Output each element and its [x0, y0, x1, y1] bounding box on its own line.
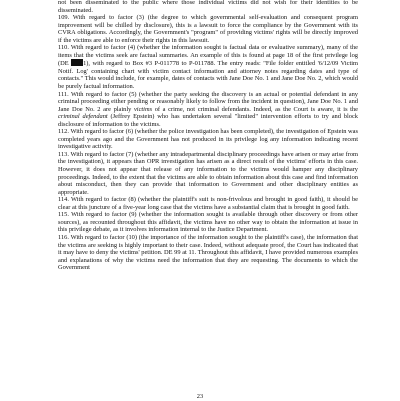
paragraph-text: 113. With regard to factor (7) (whether any intradepartmental disciplinary proceedings have arisen or may arise from the investigation), it appears than OPR investigation has arisen as a direct result of the victims' efforts in this case. However, it does not appear that release of any information to the victims would hamper any disciplinary proceedings. Indeed, to the extent that the victims are able to obtain information about this case and find information about misconduct, then they can provide that information to Government and other disciplinary entities as appropriate. [58, 150, 358, 196]
italic-text: criminal defendant [58, 113, 108, 121]
paragraph-p110 [58, 44, 358, 90]
paragraph-text: 114. With regard to factor (8) (whether the plaintiff's suit is non-frivolous and brought in good faith), it should be clear at this juncture of a five-year long case that the victims have a substantial claim that is brought in good faith. [58, 196, 358, 211]
paragraph-text: 109. With regard to factor (3) (the degree to which governmental self-evaluation and consequent program improvement will be chilled by disclosure), this is a lawsuit to force the compliance by the Government with its CVRA obligations. Accordingly, the Government's "program" of providing victims' rights will be directly improved if the victims are able to enforce their rights in this lawsuit. [58, 14, 358, 44]
paragraph-p113 [58, 151, 358, 196]
paragraph-p116 [58, 234, 358, 272]
redaction-box [71, 59, 83, 66]
paragraph-text: 110. With regard to factor (4) (whether the information sought is factual data or evaluative summary), many of the items that the victims seek are factual summaries. An example of this is found at page 18 of the first privilege log (DE [58, 44, 358, 68]
paragraph-p109 [58, 14, 358, 44]
paragraph-text: not been disseminated to the public where those individual victims did not wish for their identities to be disseminated. [58, 0, 358, 14]
paragraph-p-cont [58, 0, 358, 14]
paragraph-text: 115. With regard to factor (9) (whether the information sought is available through other discovery or from other sources), as recounted throughout this affidavit, the victims have no other way to obtain the information at issue in this privilege debate, as it involves information internal to the Justice Department. [58, 211, 358, 234]
paragraph-text: 112. With regard to factor (6) (whether the police investigation has been completed), the investigation of Epstein was completed years ago and the Government has not produced in its privilege log any information indicating recent investigative activity. [58, 128, 358, 151]
paragraph-p114 [58, 196, 358, 211]
document-page [58, 0, 358, 400]
paragraph-text: (Jeffrey Epstein) who has undertaken several "limited" intervention efforts to try and block disclosure of information to the victims. [58, 113, 358, 128]
paragraph-p112 [58, 128, 358, 151]
paragraph-text: 111. With regard to factor (5) (whether the party seeking the discovery is an actual or potential defendant in any criminal proceeding either pending or reasonably likely to follow from the incident in question), Jane Doe No. 1 and Jane Doe No. 2 are plainly [58, 90, 358, 113]
paragraph-text: of a crime, not criminal defendants. Indeed, as the Court is aware, it is the [152, 105, 358, 113]
paragraph-p111 [58, 91, 358, 129]
paragraph-text: 116. With regard to factor (10) (the importance of the information sought to the plaintiff's case), the information that the victims are seeking is highly important to their case. Indeed, without adequate proof, the Court has indicated that it may have to deny the victims' petition. DE 99 at 11. Throughout this affidavit, I have provided numerous examples and explanations of why the victims need the information that they are requesting. The documents to which the Government [58, 233, 358, 272]
page-number: 23 [196, 393, 204, 400]
paragraph-p115 [58, 211, 358, 234]
paragraph-text: 1), with regard to Box #3 P-011778 to P-011788. The entry reads: "File folder entitled '6/12/09 Victim Notif. Log' containing chart with victim contact information and attorney notes regarding dates and type of contacts." This would include, for example, dates of contacts with Jane Doe No. 1 and Jane Doe No. 2, which would be purely factual information. [58, 60, 358, 91]
italic-text: victims [133, 105, 153, 113]
